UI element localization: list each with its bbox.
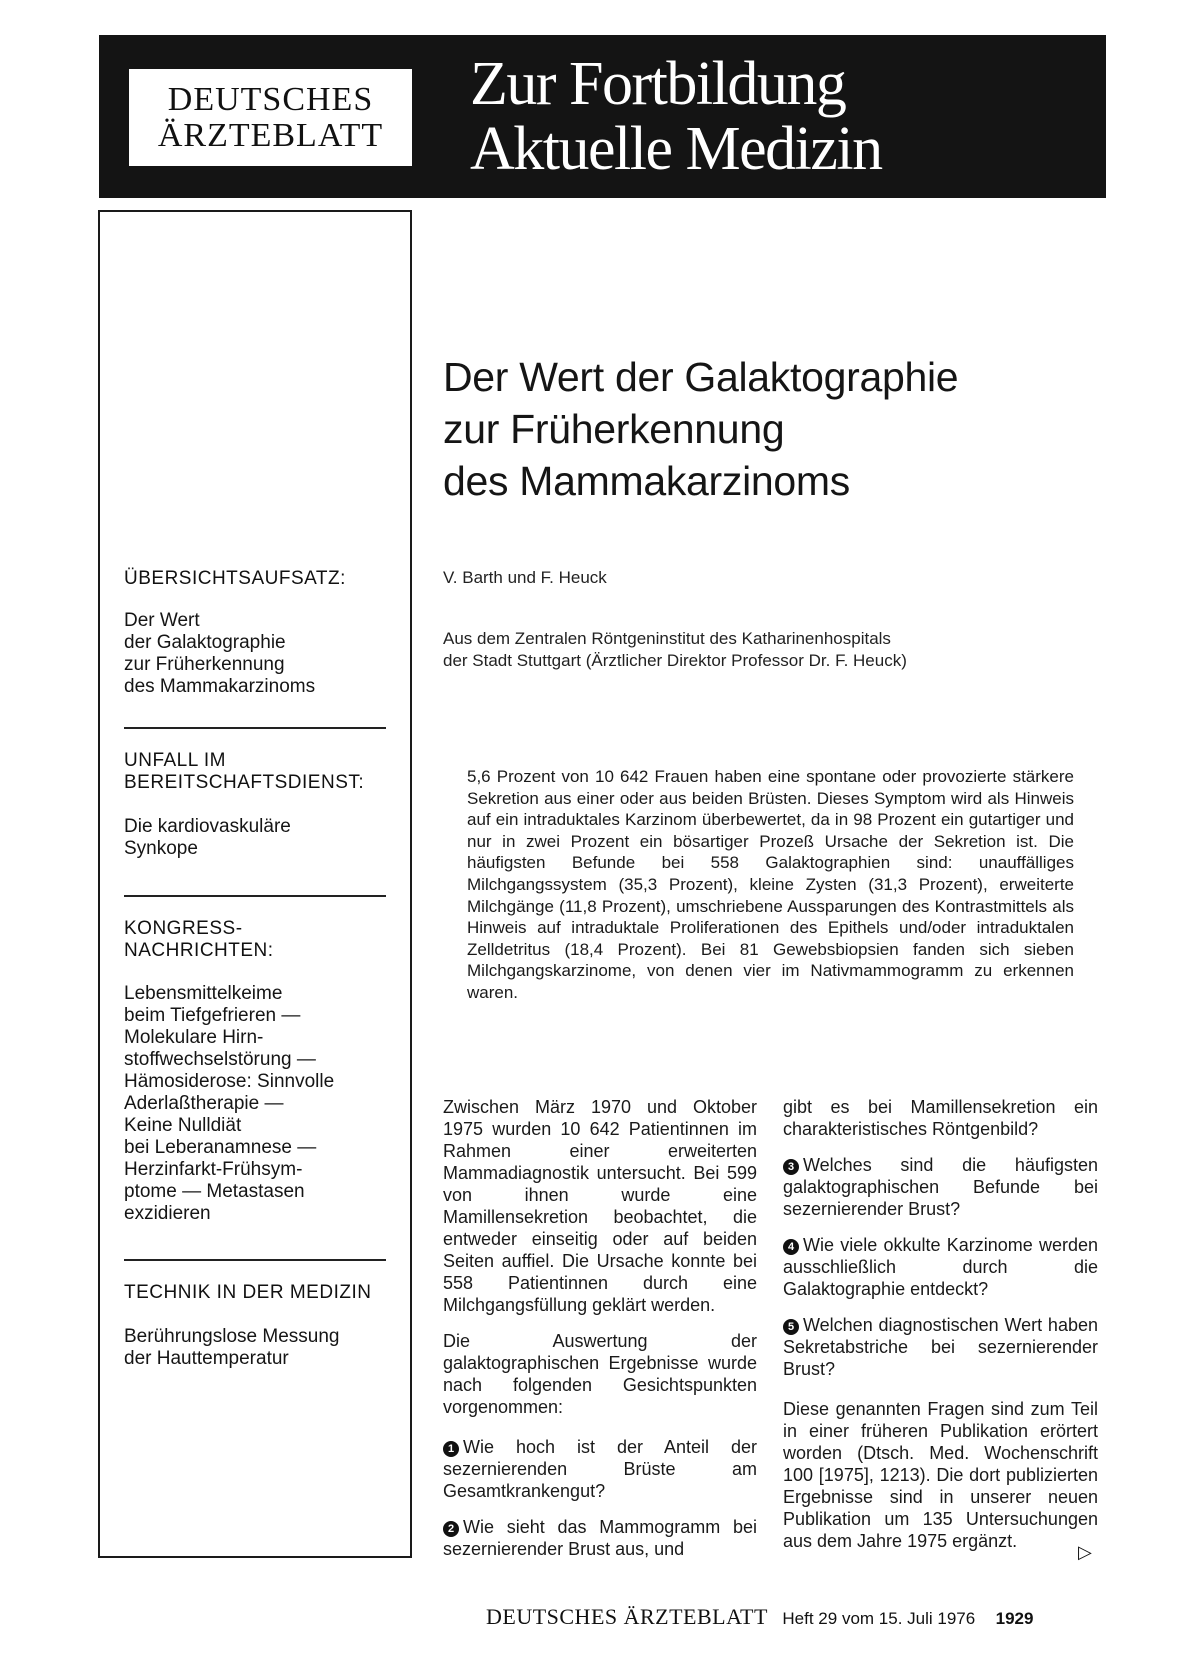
logo-line-1: DEUTSCHES	[167, 81, 374, 118]
number-badge-icon: 1	[443, 1441, 459, 1457]
sidebar-category: TECHNIK IN DER MEDIZIN	[124, 1282, 372, 1303]
article-abstract: 5,6 Prozent von 10 642 Frauen haben eine spontane oder provozierte stärkere Sekretion aus einer oder aus beiden Brüsten. Dieses Symptom wird als Hinweis auf ein intraduktales Karzinom überbewertet, da in 98 Prozent ein gutartiger und nur in zwei Prozent ein bösartiger Prozeß Ursache der Sekretion ist. Die häufigsten Befunde bei 558 Galaktographien sind: unauffälliges Milchgangssystem (35,3 Prozent), kleine Zysten (31,3 Prozent), erweiterte Milchgänge (11,8 Prozent), umschriebene Aussparungen des Kontrastmittels als Hinweis auf intraduktale Proliferationen des Epithels und/oder intraduktalen Zelldetritus (18,4 Prozent). Bei 81 Gewebsbiopsien fanden sich sieben Milchgangskarzinome, von denen vier im Nativmammogramm zu erkennen waren.	[467, 767, 1074, 1002]
question-item: 4 Wie viele okkulte Karzinome werden ausschließlich durch die Galaktographie entdeckt?	[783, 1235, 1098, 1299]
question-item: 1 Wie hoch ist der Anteil der sezernierenden Brüste am Gesamtkrankengut?	[443, 1437, 757, 1501]
page-number: 1929	[995, 1609, 1034, 1628]
question-item: 2 Wie sieht das Mammogramm bei sezernierender Brust aus, und	[443, 1517, 757, 1559]
logo-line-2: ÄRZTEBLATT	[157, 117, 384, 154]
sidebar-divider	[124, 727, 386, 729]
body-column-2	[783, 1096, 1098, 1566]
article-title: Der Wert der Galaktographie zur Früherkennung des Mammakarzinoms	[443, 354, 959, 504]
paragraph: Diese genannten Fragen sind zum Teil in einer früheren Publikation erörtert worden (Dtsch. Med. Wochenschrift 100 [1975], 1213). Die dort publizierten Ergebnisse sind in unserer neuen Publikation um 135 Untersuchungen aus dem Jahre 1975 ergänzt.	[783, 1399, 1098, 1551]
number-badge-icon: 2	[443, 1521, 459, 1537]
question-item: 3 Welches sind die häufigsten galaktographischen Befunde bei sezernierender Brust?	[783, 1155, 1098, 1219]
sidebar-category: ÜBERSICHTSAUFSATZ:	[124, 568, 346, 589]
journal-logo	[129, 69, 412, 166]
question-item: 5 Welchen diagnostischen Wert haben Sekretabstriche bei sezernierender Brust?	[783, 1315, 1098, 1379]
footer-issue: Heft 29 vom 15. Juli 1976	[782, 1609, 976, 1628]
number-badge-icon: 3	[783, 1159, 799, 1175]
paragraph: gibt es bei Mamillensekretion ein charakteristisches Röntgenbild?	[783, 1097, 1098, 1139]
number-badge-icon: 4	[783, 1239, 799, 1255]
section-title-line-2: Aktuelle Medizin	[470, 115, 882, 183]
sidebar-divider	[124, 1259, 386, 1261]
body-column-1	[443, 1096, 757, 1574]
article-affiliation: Aus dem Zentralen Röntgeninstitut des Katharinenhospitals der Stadt Stuttgart (Ärztlicher Direktor Professor Dr. F. Heuck)	[443, 629, 907, 670]
sidebar-divider	[124, 895, 386, 897]
sidebar-entry: Die kardiovaskuläre Synkope	[124, 816, 291, 859]
paragraph: Die Auswertung der galaktographischen Ergebnisse wurde nach folgenden Gesichtspunkten vorgenommen:	[443, 1331, 757, 1417]
section-title-line-1: Zur Fortbildung	[470, 50, 846, 118]
number-badge-icon: 5	[783, 1319, 799, 1335]
continued-arrow-icon: ▷	[1078, 1542, 1092, 1562]
sidebar-entry: Der Wert der Galaktographie zur Früherkennung des Mammakarzinoms	[124, 610, 316, 697]
paragraph: Zwischen März 1970 und Oktober 1975 wurden 10 642 Patientinnen im Rahmen einer erweiterten Mammadiagnostik untersucht. Bei 599 von ihnen wurde eine Mamillensekretion beobachtet, die entweder einseitig oder auf beiden Seiten auffiel. Die Ursache konnte bei 558 Patientinnen durch eine Milchgangsfüllung geklärt werden.	[443, 1097, 757, 1315]
sidebar-category: KONGRESS- NACHRICHTEN:	[124, 918, 274, 961]
sidebar-category: UNFALL IM BEREITSCHAFTSDIENST:	[124, 750, 365, 793]
sidebar-entry: Lebensmittelkeime beim Tiefgefrieren — Molekulare Hirn- stoffwechselstörung — Hämosiderose: Sinnvolle Aderlaßtherapie — Keine Nulldiät bei Leberanamnese — Herzinfarkt-Frühsym- ptome — Metastasen exzidieren	[124, 983, 335, 1224]
sidebar-entry: Berührungslose Messung der Hauttemperatur	[124, 1326, 340, 1369]
section-title	[470, 52, 882, 182]
article-authors: V. Barth und F. Heuck	[443, 568, 607, 587]
footer-journal: DEUTSCHES ÄRZTEBLATT	[486, 1604, 768, 1629]
page-footer	[486, 1604, 1033, 1630]
